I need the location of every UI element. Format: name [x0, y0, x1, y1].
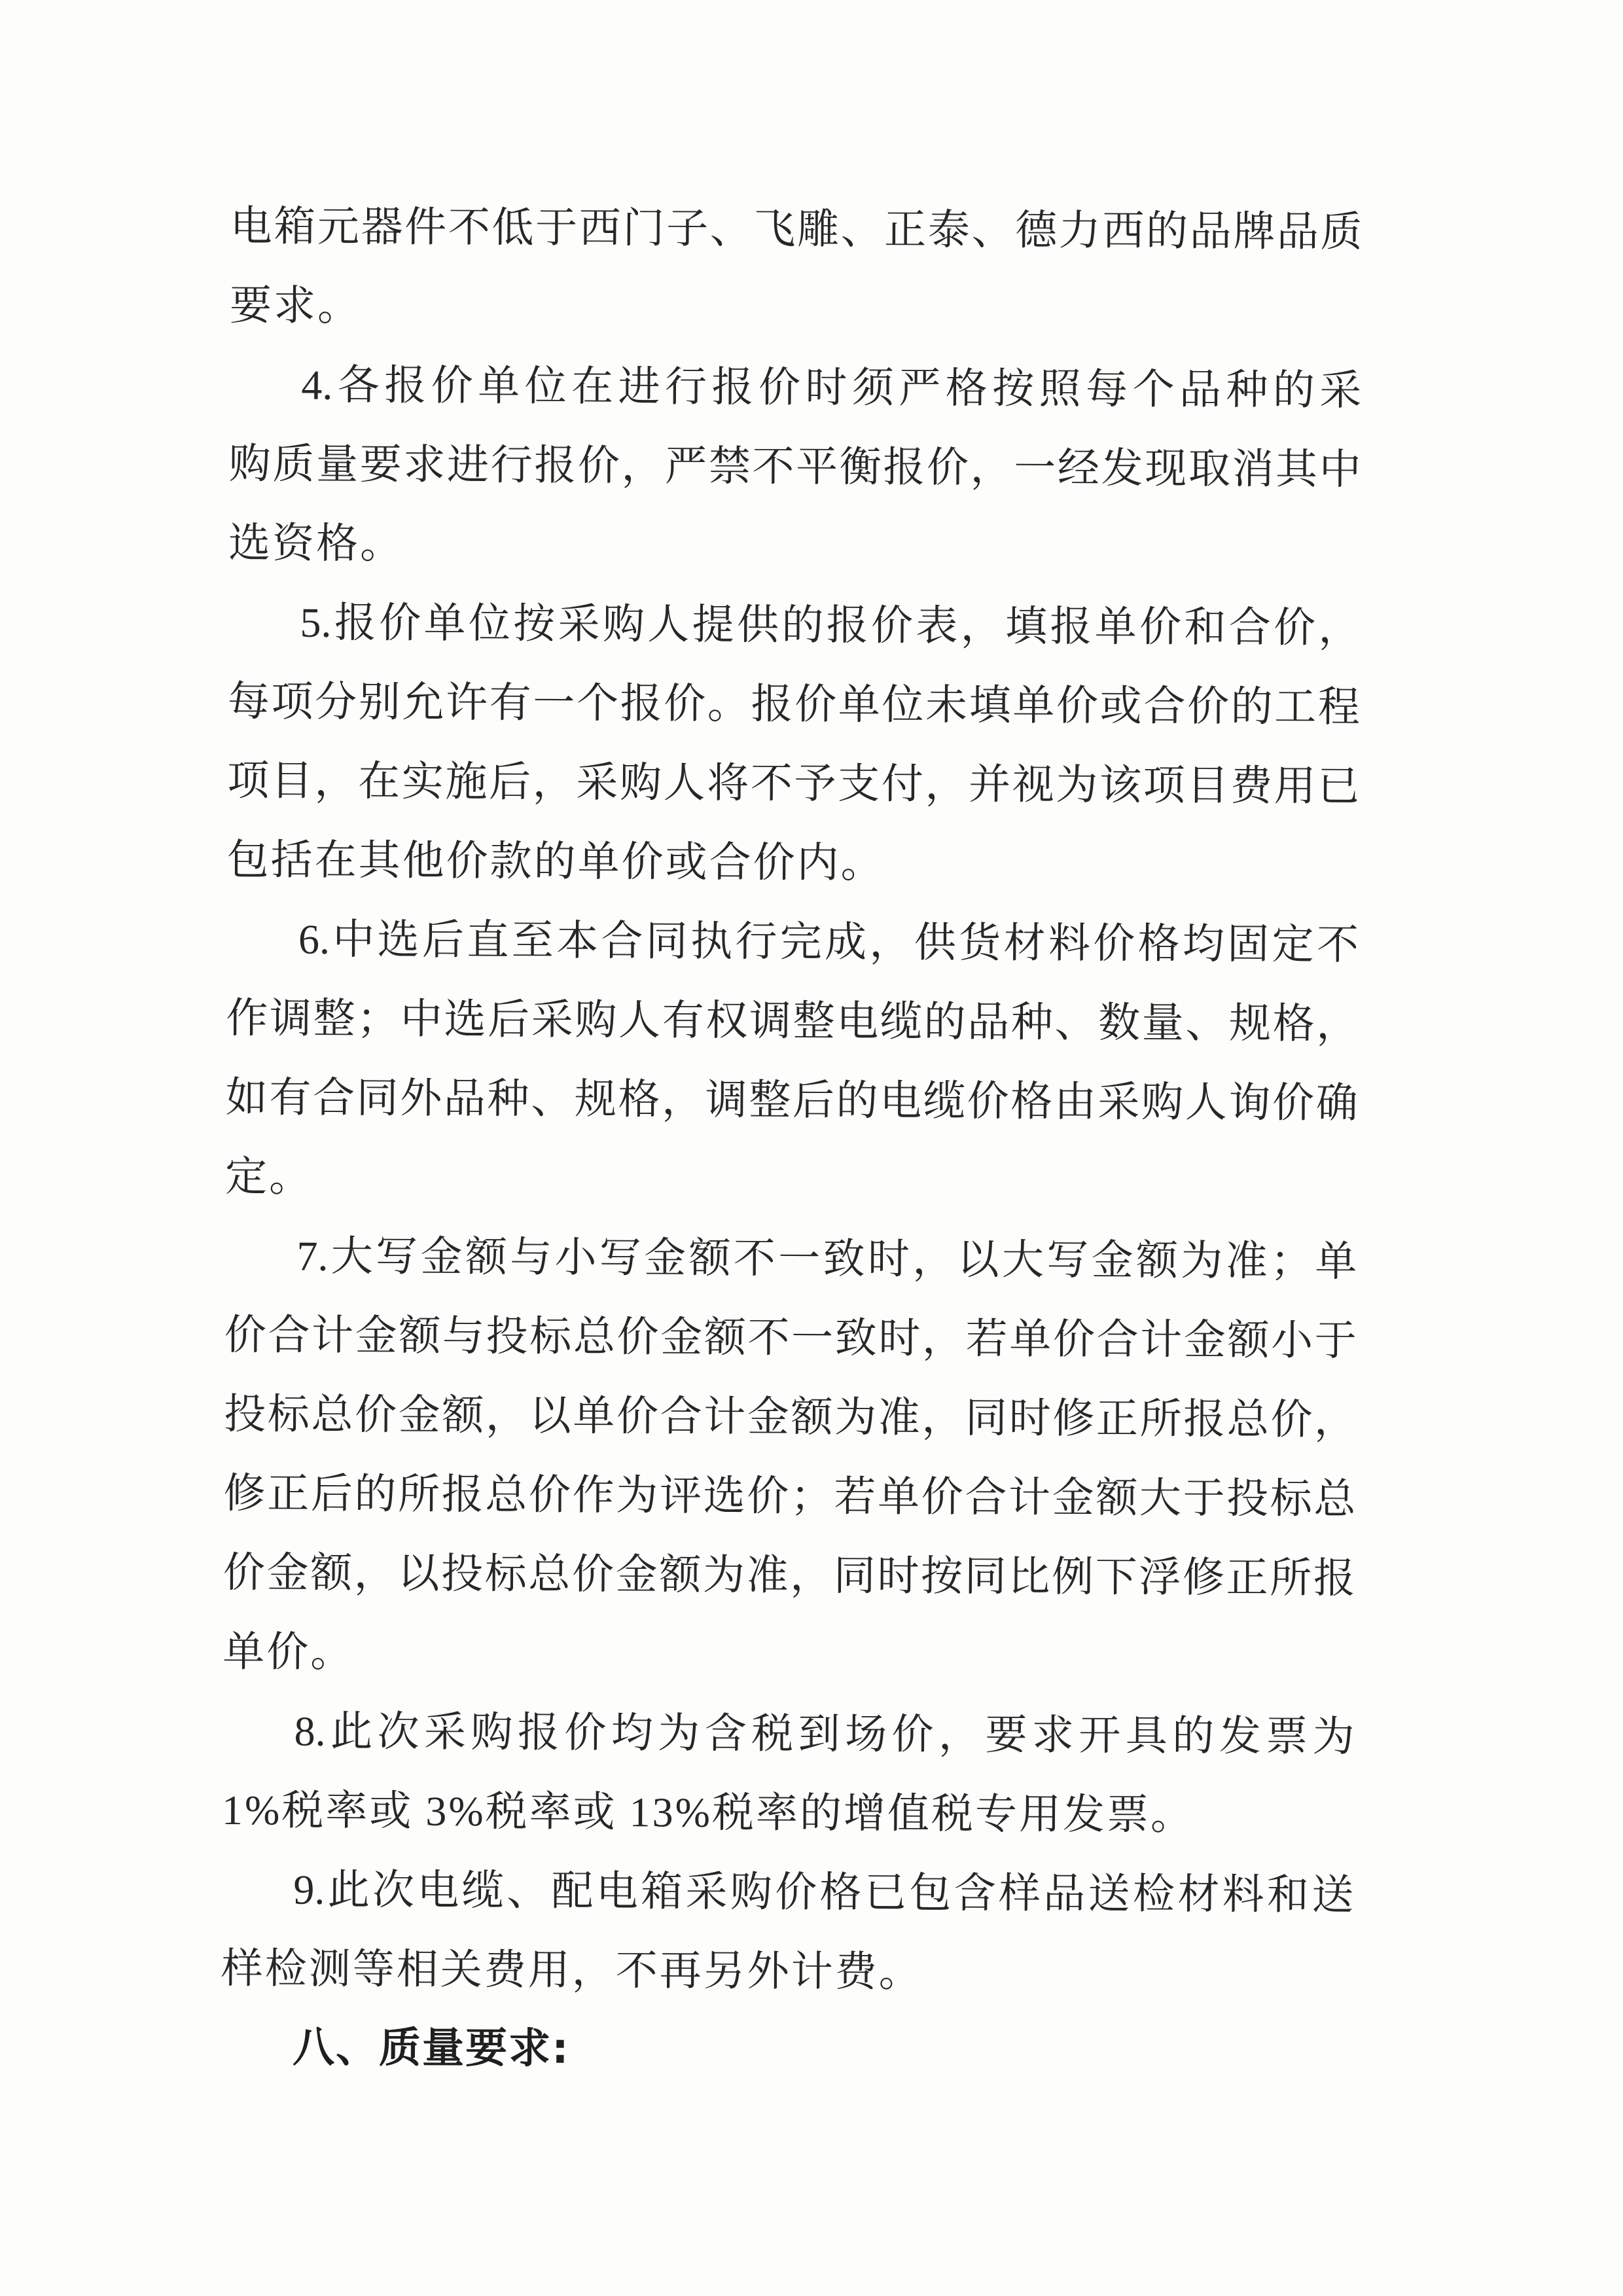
text-line: 电箱元器件不低于西门子、飞雕、正泰、德力西的品牌品质: [230, 202, 1363, 256]
text-line: 定。: [224, 1153, 313, 1200]
text-line: 价金额，以投标总价金额为准，同时按同比例下浮修正所报: [223, 1549, 1356, 1602]
text-line: 投标总价金额，以单价合计金额为准，同时修正所报总价，: [223, 1390, 1357, 1444]
text-line-item8: 8.此次采购报价均为含税到场价，要求开具的发票为: [294, 1708, 1355, 1761]
text-line: 修正后的所报总价作为评选价；若单价合计金额大于投标总: [223, 1469, 1356, 1523]
section-heading: 八、质量要求:: [292, 2023, 570, 2073]
text-line: 购质量要求进行报价，严禁不平衡报价，一经发现取消其中: [228, 440, 1361, 493]
text-line: 单价。: [223, 1628, 355, 1676]
text-line: 作调整；中选后采购人有权调整电缆的品种、数量、规格，: [226, 994, 1359, 1048]
text-line-item6: 6.中选后直至本合同执行完成，供货材料价格均固定不: [298, 916, 1359, 969]
text-body: [221, 187, 1363, 2093]
text-line: 项目，在实施后，采购人将不予支付，并视为该项目费用已: [227, 757, 1360, 810]
text-line-item5: 5.报价单位按采购人提供的报价表，填报单价和合价，: [300, 599, 1361, 652]
text-line: 如有合同外品种、规格，调整后的电缆价格由采购人询价确: [225, 1073, 1358, 1127]
text-line-item9: 9.此次电缆、配电箱采购价格已包含样品送检材料和送: [293, 1866, 1354, 1919]
text-line: 选资格。: [228, 519, 404, 567]
text-line: 1%税率或 3%税率或 13%税率的增值税专用发票。: [221, 1786, 1195, 1839]
text-line: 样检测等相关费用，不再另外计费。: [221, 1945, 923, 1996]
text-line: 要求。: [229, 281, 362, 330]
text-line: 包括在其他价款的单价或合价内。: [226, 836, 885, 887]
text-line-item7: 7.大写金额与小写金额不一致时，以大写金额为准；单: [296, 1232, 1357, 1285]
text-line: 价合计金额与投标总价金额不一致时，若单价合计金额小于: [224, 1311, 1357, 1365]
text-line: 每项分别允许有一个报价。报价单位未填单价或合价的工程: [227, 677, 1361, 731]
text-line-item4: 4.各报价单位在进行报价时须严格按照每个品种的采: [301, 361, 1362, 414]
